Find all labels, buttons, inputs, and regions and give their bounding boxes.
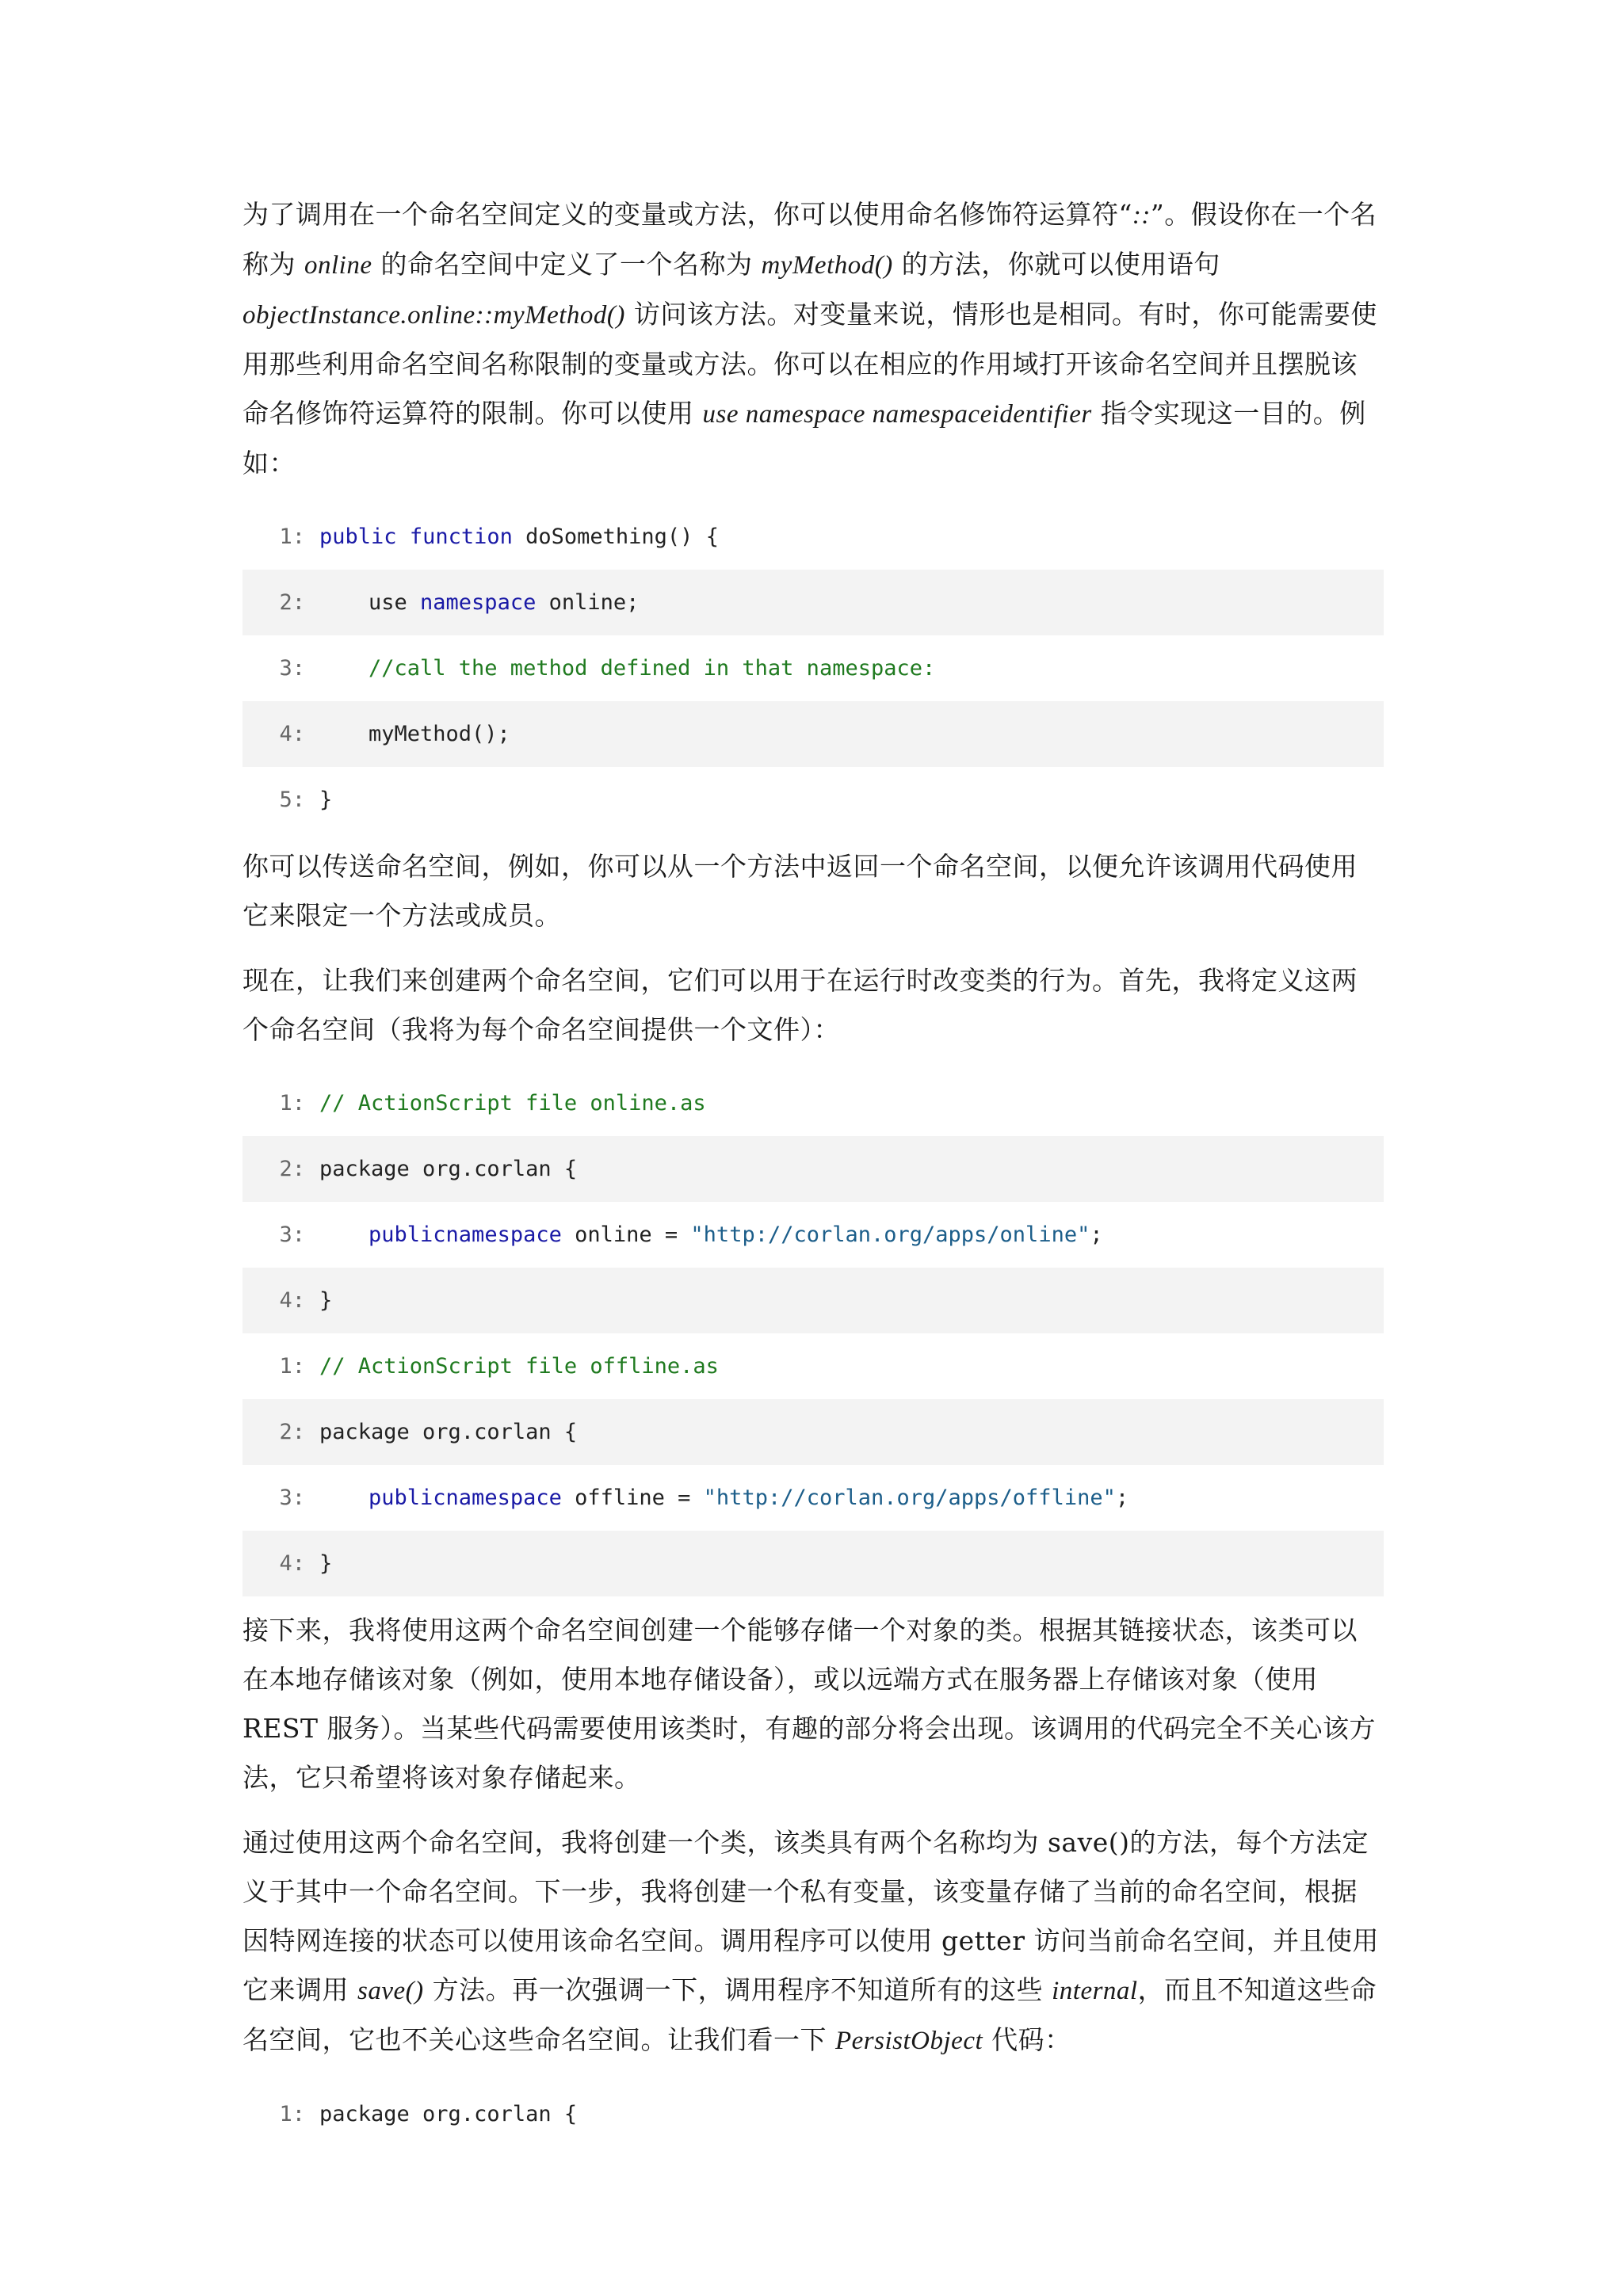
code-line (242, 1531, 1384, 1596)
text-run: 的命名空间中定义了一个名称为 (372, 249, 762, 280)
code-text: } (319, 1288, 333, 1313)
code-comment: //call the method defined in that namespace: (369, 656, 936, 681)
code-text: package org.corlan { (319, 1157, 578, 1181)
code-text: ; (1115, 1486, 1129, 1510)
code-line (242, 767, 1384, 833)
text-run-italic: :: (1132, 201, 1151, 230)
code-keyword: public (319, 524, 397, 549)
code-line (242, 1136, 1384, 1202)
line-number: 4: (279, 722, 305, 746)
line-number: 1: (279, 2102, 305, 2126)
code-string: "http://corlan.org/apps/online" (690, 1222, 1090, 1247)
line-number: 3: (279, 1222, 305, 1247)
text-run: 指令实现这一目的。例如： (242, 398, 1366, 479)
code-keyword: public (369, 1222, 446, 1247)
code-text: } (319, 1551, 333, 1576)
code-keyword: function (409, 524, 513, 549)
code-text: doSomething() { (512, 524, 719, 549)
code-text: online = (561, 1222, 691, 1247)
code-keyword: namespace (445, 1486, 562, 1510)
paragraph-namespace-qualifier (242, 190, 1384, 488)
paragraph-create-namespaces: 现在，让我们来创建两个命名空间，它们可以用于在运行时改变类的行为。首先，我将定义这两个命名空间（我将为每个命名空间提供一个文件）： (242, 965, 1358, 1045)
code-keyword: public (369, 1486, 446, 1510)
code-text: myMethod(); (369, 722, 510, 746)
code-keyword: namespace (445, 1222, 562, 1247)
line-number: 2: (279, 1420, 305, 1444)
line-number: 4: (279, 1551, 305, 1576)
line-number: 4: (279, 1288, 305, 1313)
line-number: 3: (279, 1486, 305, 1510)
code-line (242, 570, 1384, 635)
text-run-italic: use namespace namespaceidentifier (702, 400, 1092, 429)
text-run: 访问该方法。对变量来说，情形也是相同。有时，你可能需要使用那些利用命名空间名称限制的变量或方法。你可以在相应的作用域打开该命名空间并且摆脱该命名修饰符运算符的限制。你可以使用 (242, 299, 1377, 429)
paragraph-storage-class: 接下来，我将使用这两个命名空间创建一个能够存储一个对象的类。根据其链接状态，该类可以在本地存储该对象（例如，使用本地存储设备），或以远端方式在服务器上存储该对象（使用 REST 服务）。当某些代码需要使用该类时，有趣的部分将会出现。该调用的代码完全不关心该方法，它只希望将该对象存储起来。 (242, 1615, 1377, 1793)
code-text: offline = (561, 1486, 704, 1510)
line-number: 1: (279, 524, 305, 549)
paragraph-pass-namespace: 你可以传送命名空间，例如，你可以从一个方法中返回一个命名空间，以便允许该调用代码使用它来限定一个方法或成员。 (242, 851, 1358, 931)
text-run: 代码： (983, 2024, 1071, 2055)
code-block-offline-as (242, 1333, 1384, 1596)
code-line (242, 2081, 1384, 2147)
line-number: 2: (279, 1157, 305, 1181)
text-run-italic: myMethod() (761, 251, 893, 280)
code-line (242, 1070, 1384, 1136)
code-text: use (369, 590, 421, 615)
code-line (242, 1333, 1384, 1399)
text-run-italic: save() (357, 1977, 424, 2005)
code-line (242, 504, 1384, 570)
code-block-do-something (242, 504, 1384, 833)
code-line (242, 1399, 1384, 1465)
code-block-persist-object (242, 2081, 1384, 2147)
text-run: 方法。再一次强调一下，调用程序不知道所有的这些 (423, 1974, 1052, 2005)
code-line (242, 701, 1384, 767)
text-run: 通过使用这两个命名空间，我将创建一个类，该类具有两个名称均为 save()的方法，每个方法定义于其中一个命名空间。下一步，我将创建一个私有变量，该变量存储了当前的命名空间，根据因特网连接的状态可以使用该命名空间。调用程序可以使用 getter 访问当前命名空间，并且使用它来调用 (242, 1827, 1379, 2005)
text-run-italic: internal (1052, 1977, 1138, 2005)
line-number: 3: (279, 656, 305, 681)
text-run-italic: online (304, 251, 372, 280)
code-line (242, 1268, 1384, 1333)
code-line (242, 635, 1384, 701)
paragraph-persist-object (242, 1818, 1384, 2065)
document-body (242, 190, 1384, 2157)
code-line (242, 1465, 1384, 1531)
code-text: } (319, 788, 333, 812)
code-text: package org.corlan { (319, 2102, 578, 2126)
line-number: 2: (279, 590, 305, 615)
line-number: 5: (279, 788, 305, 812)
text-run: 为了调用在一个命名空间定义的变量或方法，你可以使用命名修饰符运算符“ (242, 199, 1132, 230)
code-string: "http://corlan.org/apps/offline" (703, 1486, 1116, 1510)
line-number: 1: (279, 1091, 305, 1116)
code-text: online; (536, 590, 640, 615)
code-block-online-as (242, 1070, 1384, 1333)
code-keyword: namespace (420, 590, 537, 615)
code-space (397, 524, 410, 549)
code-text: package org.corlan { (319, 1420, 578, 1444)
text-run: ，而且不知道这些命名空间，它也不关心这些命名空间。让我们看一下 (242, 1974, 1377, 2055)
text-run: ”。假设你在一个名称为 (242, 199, 1377, 280)
text-run: 的方法，你就可以使用语句 (892, 249, 1220, 280)
code-line (242, 1202, 1384, 1268)
code-comment: // ActionScript file offline.as (319, 1354, 719, 1379)
text-run-italic: objectInstance.online::myMethod() (242, 301, 625, 330)
text-run-italic: PersistObject (835, 2027, 983, 2055)
line-number: 1: (279, 1354, 305, 1379)
code-text: ; (1090, 1222, 1103, 1247)
code-comment: // ActionScript file online.as (319, 1091, 706, 1116)
